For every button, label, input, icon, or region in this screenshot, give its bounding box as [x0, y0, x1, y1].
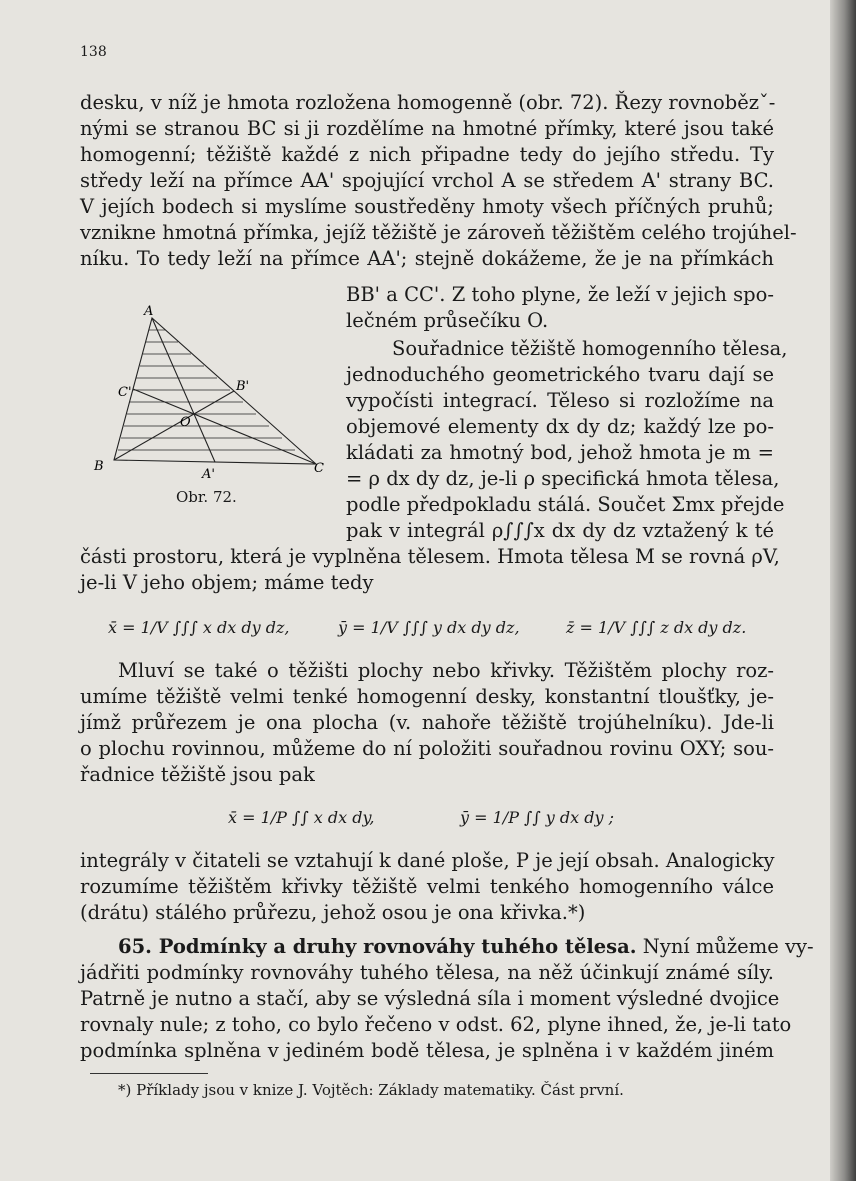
- text-line: umíme těžiště velmi tenké homogenní desky, konstantní tloušťky, je-: [80, 685, 774, 708]
- text-line: desku, v níž je hmota rozložena homogenně (obr. 72). Řezy rovnobězˇ-: [80, 91, 776, 114]
- text-line: Mluví se také o těžišti plochy nebo křivky. Těžištěm plochy roz-: [118, 659, 774, 682]
- label-b: B: [94, 459, 104, 474]
- text-line: BB' a CC'. Z toho plyne, že leží v jejich spo-: [346, 283, 774, 306]
- section-heading: 65. Podmínky a druhy rovnováhy tuhého tělesa.: [118, 935, 637, 958]
- text-line: vznikne hmotná přímka, jejíž těžiště je zároveň těžištěm celého trojúhel-: [80, 221, 797, 244]
- text-line: objemové elementy dx dy dz; každý lze po-: [346, 415, 774, 438]
- formula-y: ȳ = 1/V ∫∫∫ y dx dy dz,: [338, 618, 520, 637]
- text-line: homogenní; těžiště každé z nich připadne tedy do jejího středu. Ty: [80, 143, 774, 166]
- formula-x: x̄ = 1/V ∫∫∫ x dx dy dz,: [108, 618, 290, 637]
- text-line: středy leží na přímce AA' spojující vrchol A se středem A' strany BC.: [80, 169, 774, 192]
- text-line: jímž průřezem je ona plocha (v. nahoře těžiště trojúhelníku). Jde-li: [80, 711, 774, 734]
- text-line: jednoduchého geometrického tvaru dají se: [346, 363, 774, 386]
- text-line: integrály v čitateli se vztahují k dané ploše, P je její obsah. Analogicky: [80, 849, 775, 872]
- book-spine-shadow: [830, 0, 856, 1181]
- text-line: Souřadnice těžiště homogenního tělesa,: [392, 337, 788, 360]
- formula-y-plane: ȳ = 1/P ∫∫ y dx dy ;: [460, 808, 615, 827]
- formula-x-plane: x̄ = 1/P ∫∫ x dx dy,: [228, 808, 375, 827]
- label-c-prime: C': [118, 385, 132, 400]
- figure-caption: Obr. 72.: [176, 488, 237, 506]
- text-line: řadnice těžiště jsou pak: [80, 763, 315, 786]
- text-line: části prostoru, která je vyplněna tělesem. Hmota tělesa M se rovná ρV,: [80, 545, 780, 568]
- text-line: V jejích bodech si myslíme soustředěny hmoty všech příčných pruhů;: [80, 195, 774, 218]
- footnote: *) Příklady jsou v knize J. Vojtěch: Základy matematiky. Část první.: [118, 1081, 624, 1099]
- text-line: nými se stranou BC si ji rozdělíme na hmotné přímky, které jsou také: [80, 117, 774, 140]
- label-o: O: [180, 415, 191, 430]
- text-line: rozumíme těžištěm křivky těžiště velmi tenkého homogenního válce: [80, 875, 774, 898]
- label-c: C: [314, 461, 324, 476]
- text-line: = ρ dx dy dz, je-li ρ specifická hmota tělesa,: [346, 467, 780, 490]
- text-line: jádřiti podmínky rovnováhy tuhého tělesa, na něž účinkují známé síly.: [80, 961, 774, 984]
- text-line: rovnaly nule; z toho, co bylo řečeno v odst. 62, plyne ihned, že, je-li tato: [80, 1013, 792, 1036]
- page-number: 138: [80, 44, 107, 60]
- triangle-figure: [92, 300, 336, 490]
- text-line: podle předpokladu stálá. Součet Σmx přejde: [346, 493, 785, 516]
- text-line: je-li V jeho objem; máme tedy: [80, 571, 374, 594]
- section-heading-rest: Nyní můžeme vy-: [636, 935, 814, 958]
- formula-z: z̄ = 1/V ∫∫∫ z dx dy dz.: [566, 618, 747, 637]
- text-line: podmínka splněna v jediném bodě tělesa, je splněna i v každém jiném: [80, 1039, 774, 1062]
- text-line: pak v integrál ρ∫∫∫x dx dy dz vztažený k té: [346, 519, 774, 542]
- median-cc: [133, 389, 316, 464]
- label-b-prime: B': [236, 379, 250, 394]
- text-line: Patrně je nutno a stačí, aby se výsledná síla i moment výsledné dvojice: [80, 987, 780, 1010]
- label-a: A: [144, 304, 154, 319]
- text-line: níku. To tedy leží na přímce AA'; stejně dokážeme, že je na přímkách: [80, 247, 774, 270]
- section-heading-line: [118, 935, 814, 959]
- text-line: lečném průsečíku O.: [346, 309, 549, 332]
- text-line: kládati za hmotný bod, jehož hmota je m =: [346, 441, 774, 464]
- text-line: vypočísti integrací. Těleso si rozložíme na: [346, 389, 774, 412]
- footnote-rule: [90, 1073, 208, 1074]
- text-line: (drátu) stálého průřezu, jehož osou je ona křivka.*): [80, 901, 586, 924]
- text-line: o plochu rovinnou, můžeme do ní položiti souřadnou rovinu OXY; sou-: [80, 737, 774, 760]
- label-a-prime: A': [202, 467, 215, 482]
